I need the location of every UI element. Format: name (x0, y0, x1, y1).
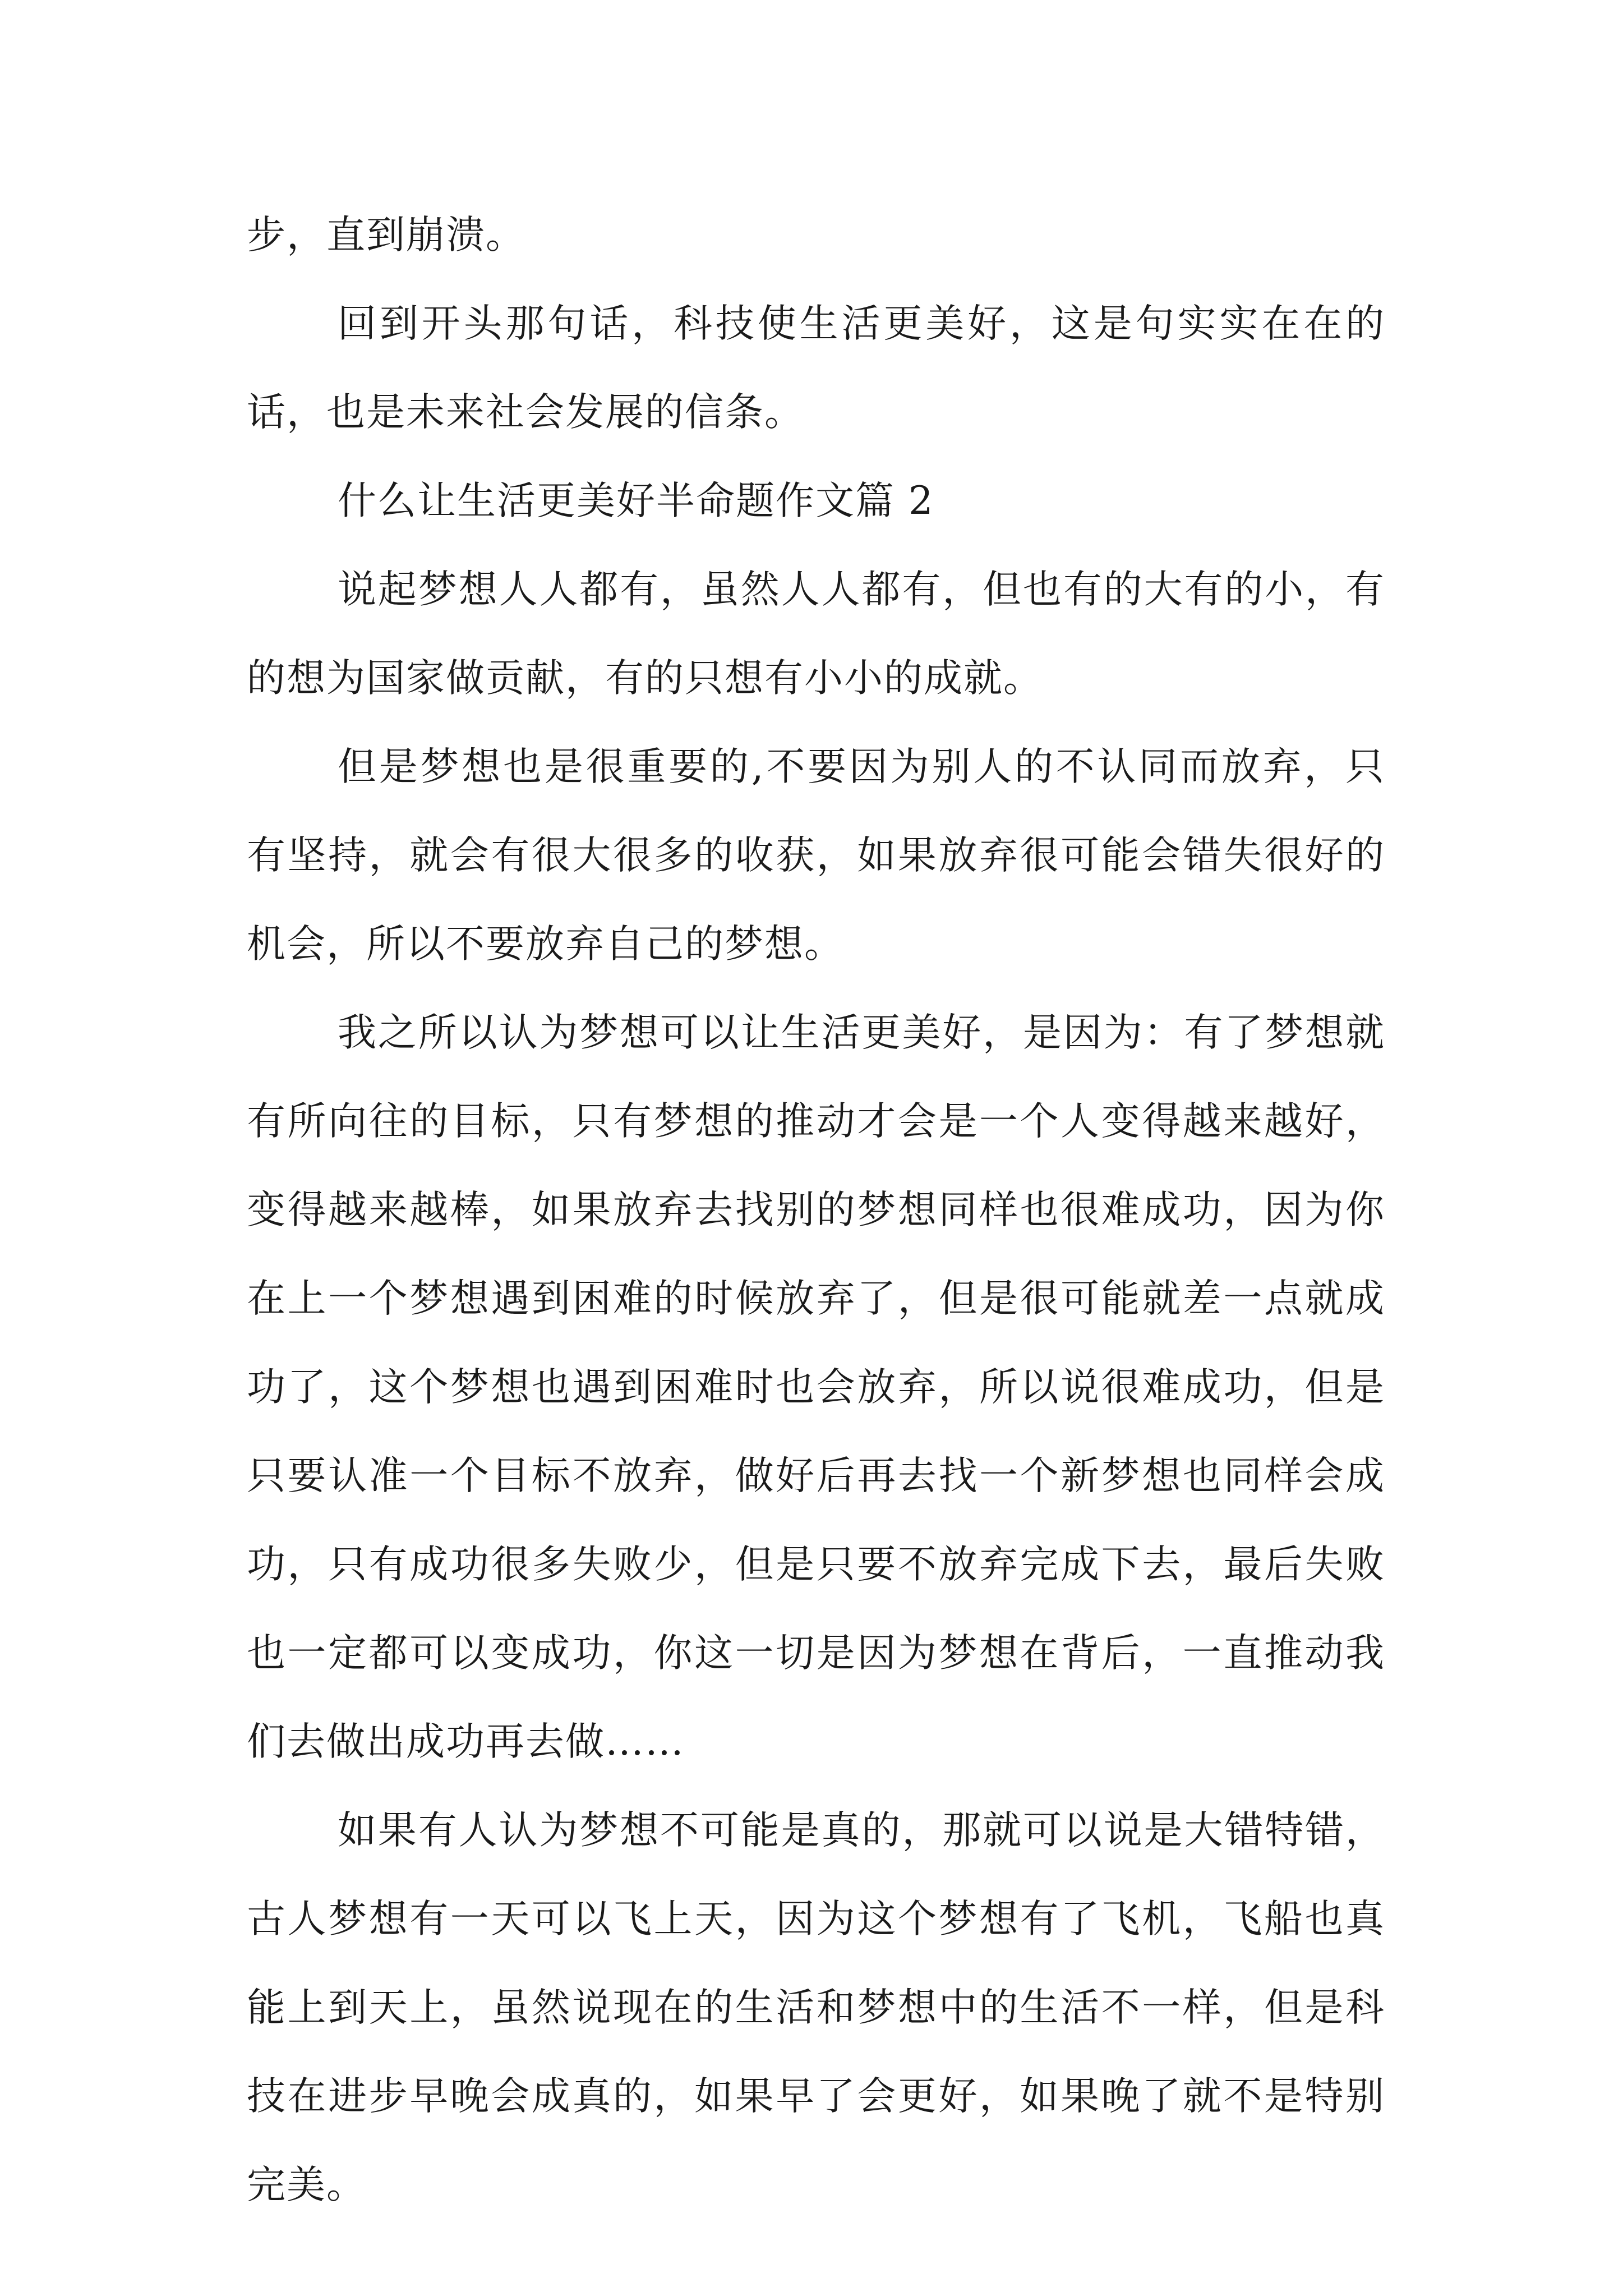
section-paragraph-4: 如果有人认为梦想不可能是真的，那就可以说是大错特错，古人梦想有一天可以飞上天，因为这个梦想有了飞机，飞船也真能上到天上，虽然说现在的生活和梦想中的生活不一样，但是科技在进步早晚会成真的，如果早了会更好，如果晚了就不是特别完美。 (247, 1808, 1385, 2207)
section-paragraph-1: 说起梦想人人都有，虽然人人都有，但也有的大有的小，有的想为国家做贡献，有的只想有小小的成就。 (247, 567, 1385, 701)
paragraph-continuation: 步，直到崩溃。 (247, 213, 525, 257)
section-paragraph-2: 但是梦想也是很重要的,不要因为别人的不认同而放弃，只有坚持，就会有很大很多的收获，如果放弃很可能会错失很好的机会，所以不要放弃自己的梦想。 (247, 744, 1385, 967)
document-body (247, 191, 1385, 2229)
section-title: 什么让生活更美好半命题作文篇 2 (338, 478, 934, 523)
paragraph-closing: 回到开头那句话，科技使生活更美好，这是句实实在在的话，也是未来社会发展的信条。 (247, 301, 1385, 435)
section-paragraph-3: 我之所以认为梦想可以让生活更美好，是因为：有了梦想就有所向往的目标，只有梦想的推动才会是一个人变得越来越好，变得越来越棒，如果放弃去找别的梦想同样也很难成功，因为你在上一个梦想遇到困难的时候放弃了，但是很可能就差一点就成功了，这个梦想也遇到困难时也会放弃，所以说很难成功，但是只要认准一个目标不放弃，做好后再去找一个新梦想也同样会成功，只有成功很多失败少，但是只要不放弃完成下去，最后失败也一定都可以变成功，你这一切是因为梦想在背后，一直推动我们去做出成功再去做…… (247, 1010, 1385, 1764)
